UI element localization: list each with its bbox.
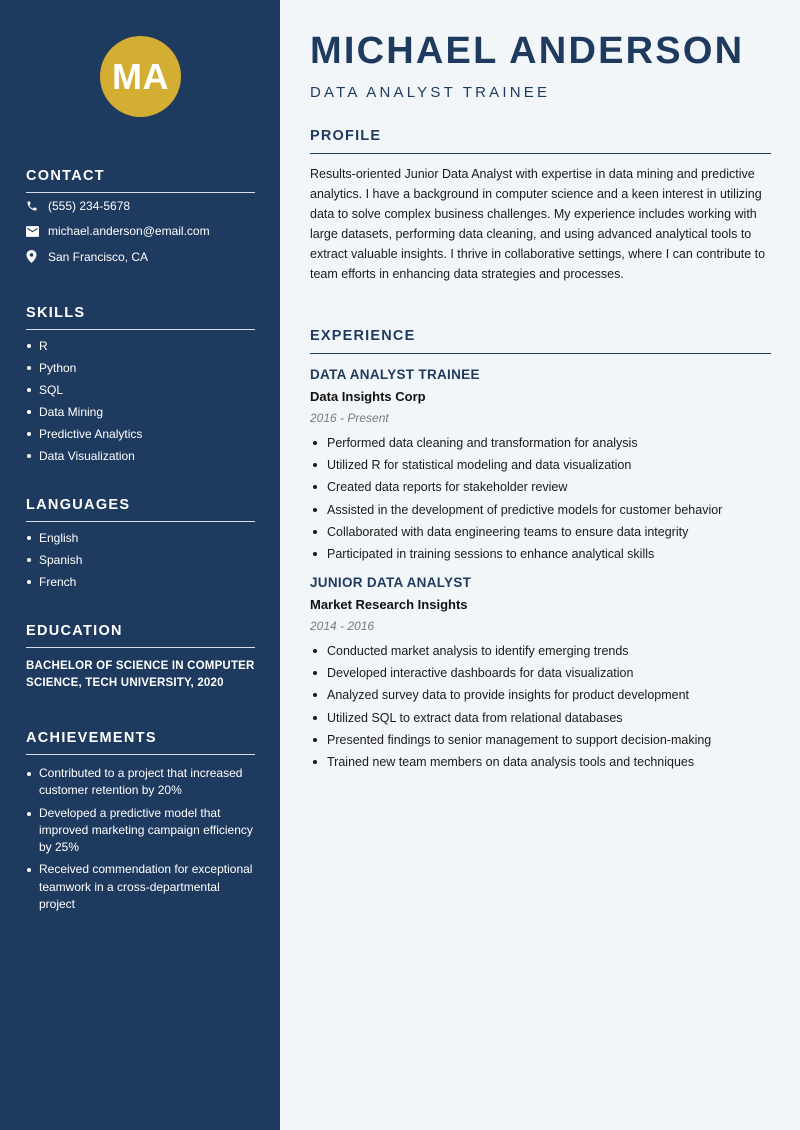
- skill-item: Data Mining: [26, 405, 255, 419]
- job-bullet: Developed interactive dashboards for data visualization: [310, 665, 771, 681]
- language-item: French: [26, 575, 255, 589]
- contact-phone: [26, 193, 255, 219]
- skill-item: SQL: [26, 383, 255, 397]
- achievement-item: Received commendation for exceptional teamwork in a cross-departmental project: [26, 861, 255, 913]
- contact-heading: CONTACT: [26, 168, 255, 193]
- job-bullet: Participated in training sessions to enhance analytical skills: [310, 546, 771, 562]
- achievements-section: [26, 730, 255, 918]
- job-bullet: Utilized R for statistical modeling and data visualization: [310, 457, 771, 473]
- email-icon: [26, 226, 48, 237]
- experience-heading: EXPERIENCE: [310, 328, 771, 354]
- job-bullet: Utilized SQL to extract data from relational databases: [310, 710, 771, 726]
- education-section: [26, 623, 255, 692]
- experience-section: [310, 328, 771, 776]
- job-bullet: Performed data cleaning and transformation for analysis: [310, 435, 771, 451]
- skill-item: Python: [26, 361, 255, 375]
- job-entry: [310, 575, 771, 770]
- contact-location-text: San Francisco, CA: [48, 249, 149, 264]
- job-bullet: Analyzed survey data to provide insights for product development: [310, 687, 771, 703]
- job-bullet: Trained new team members on data analysis tools and techniques: [310, 754, 771, 770]
- job-bullet: Created data reports for stakeholder review: [310, 479, 771, 495]
- job-bullet: Presented findings to senior management to support decision-making: [310, 732, 771, 748]
- job-bullet: Collaborated with data engineering teams to ensure data integrity: [310, 524, 771, 540]
- job-dates: 2016 - Present: [310, 411, 389, 425]
- language-item: Spanish: [26, 553, 255, 567]
- skill-item: Predictive Analytics: [26, 427, 255, 441]
- skill-item: R: [26, 339, 255, 353]
- achievements-heading: ACHIEVEMENTS: [26, 730, 255, 755]
- job-dates: 2014 - 2016: [310, 618, 375, 633]
- languages-list: [26, 531, 255, 589]
- candidate-role: DATA ANALYST TRAINEE: [310, 84, 551, 101]
- job-entry: [310, 367, 771, 562]
- job-bullet: Assisted in the development of predictive models for customer behavior: [310, 502, 771, 518]
- job-company: Data Insights Corp: [310, 389, 426, 404]
- skills-section: [26, 305, 255, 471]
- avatar: MA: [100, 36, 181, 117]
- contact-email-text: michael.anderson@email.com: [48, 224, 210, 239]
- job-title: DATA ANALYST TRAINEE: [310, 367, 480, 382]
- contact-location: [26, 244, 255, 270]
- job-bullets: [310, 435, 771, 562]
- contact-section: [26, 168, 255, 270]
- skill-item: Data Visualization: [26, 449, 255, 463]
- job-bullets: [310, 643, 771, 770]
- location-pin-icon: [26, 250, 48, 263]
- education-degree: BACHELOR OF SCIENCE IN COMPUTER SCIENCE, TECH UNIVERSITY, 2020: [26, 660, 255, 689]
- profile-section: [310, 128, 771, 284]
- phone-icon: [26, 200, 48, 212]
- achievements-list: [26, 765, 255, 913]
- languages-section: [26, 497, 255, 597]
- main-content: [280, 0, 800, 1130]
- job-title: JUNIOR DATA ANALYST: [310, 574, 472, 590]
- skills-heading: SKILLS: [26, 305, 255, 330]
- education-heading: EDUCATION: [26, 623, 255, 648]
- contact-email: [26, 219, 255, 245]
- skills-list: [26, 339, 255, 463]
- language-item: English: [26, 531, 255, 545]
- languages-heading: LANGUAGES: [26, 497, 255, 522]
- contact-phone-text: (555) 234-5678: [48, 198, 131, 213]
- achievement-item: Developed a predictive model that improved marketing campaign efficiency by 25%: [26, 805, 255, 857]
- candidate-name: MICHAEL ANDERSON: [310, 30, 745, 72]
- job-bullet: Conducted market analysis to identify emerging trends: [310, 643, 771, 659]
- sidebar: [0, 0, 280, 1130]
- profile-text: Results-oriented Junior Data Analyst with expertise in data mining and predictive analytics. I have a background in computer science and a keen interest in utilizing data to solve complex business challenges. My experience includes working with large datasets, performing data cleaning, and using advanced analytical tools to extract valuable insights. I thrive in collaborative settings, where I can contribute to team efforts in enhancing data strategies and processes.: [310, 167, 766, 281]
- job-company: Market Research Insights: [310, 596, 468, 612]
- achievement-item: Contributed to a project that increased customer retention by 20%: [26, 765, 255, 800]
- profile-heading: PROFILE: [310, 128, 771, 154]
